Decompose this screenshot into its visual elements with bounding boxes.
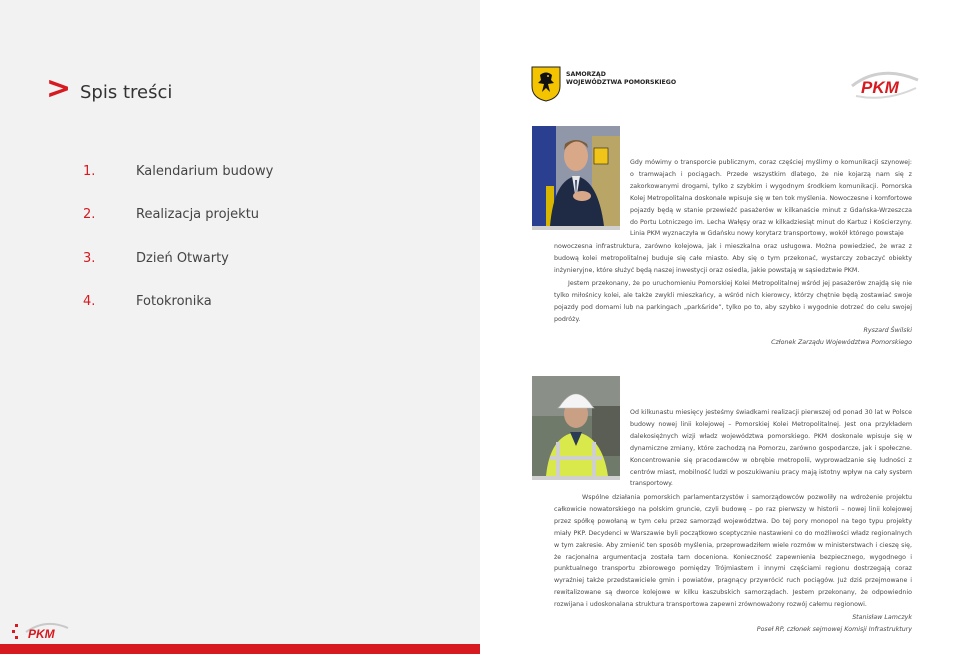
letter1-paragraph-2: Jestem przekonany, że po uruchomieniu Pomorskiej Kolei Metropolitalnej wśród jej pasażerów znajdą się nie tylko miłośnicy kolei, ale także zwykli mieszkańcy, a wśród nich kierowcy, którzy chętnie będą zostawiać swoje pojazdy pod domami lub na parkingach „park&ride”, tylko po to, aby szybko i wygodnie dotrzeć do celu swojej podróży. <box>554 280 912 323</box>
pomorskie-crest-icon <box>531 66 561 102</box>
toc-item-label: Fotokronika <box>136 294 212 309</box>
toc-item-label: Dzień Otwarty <box>136 251 229 266</box>
samorzad-line1: SAMORZĄD <box>566 71 606 78</box>
toc-title: Spis treści <box>80 82 173 103</box>
toc-arrow-icon: > <box>46 71 72 106</box>
portrait-photo-swilski <box>532 126 620 226</box>
letter2-paragraph-wrapped: Od kilkunastu miesięcy jesteśmy świadkami realizacji pierwszej od ponad 30 lat w Polsce budowy nowej linii kolejowej – Pomorskiej Kolei Metropolitalnej. Jest ona przykładem dalekosiężnych wizji władz województwa pomorskiego. PKM doskonale wpisuje się w dynamiczne zmiany, które zachodzą na Pomorzu, zarówno gospodarcze, jak i społeczne. Koncentrowanie się pracodawców w obrębie metropolii, wyprowadzanie się ludności z centrów miast, mobilność ludzi w poszukiwaniu pracy mają istotny wpływ na cały system transportowy. <box>630 409 912 488</box>
letter1-signature <box>771 325 912 349</box>
samorzad-line2: WOJEWÓDZTWA POMORSKIEGO <box>566 78 677 86</box>
samorzad-logo-text <box>566 71 676 86</box>
letter2-signature <box>757 612 912 636</box>
photo1-caption-bar <box>532 226 620 230</box>
signature-name: Stanisław Lamczyk <box>852 614 912 621</box>
pkm-logo-icon <box>850 66 920 102</box>
signature-title: Członek Zarządu Województwa Pomorskiego <box>771 339 912 346</box>
signature-name: Ryszard Świlski <box>863 327 912 334</box>
letter1-paragraph-full: nowoczesna infrastruktura, zarówno kolejowa, jak i mieszkalna oraz usługowa. Można powiedzieć, że wraz z budową kolei metropolitalnej buduje się całe miasto. Aby się o tym przekonać, wystarczy zobaczyć obiekty inżynieryjne, które służyć będą naszej inwestycji oraz osiedla, jakie powstają w sąsiedztwie PKM. <box>554 243 912 274</box>
svg-text:PKM: PKM <box>861 78 899 97</box>
portrait-photo-lamczyk <box>532 376 620 476</box>
toc-item-number: 3. <box>83 251 96 266</box>
svg-text:PKM: PKM <box>28 627 55 641</box>
toc-item-number: 1. <box>83 164 96 179</box>
letter1-paragraph-wrapped: Gdy mówimy o transporcie publicznym, coraz częściej myślimy o komunikacji szynowej: o tramwajach i pociągach. Przede wszystkim dlatego, że nie kojarzą nam się z zakorkowanymi drogami, tylko z szybkim i wygodnym środkiem komunikacji. Pomorska Kolej Metropolitalna doskonale wpisuje się w ten tok myślenia. Nowoczesne i komfortowe pojazdy będą w stanie przewieźć pasażerów w kilkanaście minut z Gdańska-Wrzeszcza do Portu Lotniczego im. Lecha Wałęsy oraz w kilkadziesiąt minut do Kartuz i Kościerzyny. Linia PKM wyznaczyła w Gdańsku nowy korytarz transportowy, wokół którego powstaje <box>630 159 912 238</box>
toc-item-number: 2. <box>83 207 96 222</box>
letter2-paragraph-2: Wspólne działania pomorskich parlamentarzystów i samorządowców pozwoliły na wdrożenie projektu całkowicie nowatorskiego na polskim gruncie, czyli budowę – po raz pierwszy w historii – nowej linii kolejowej przez spółkę powołaną w tym celu przez samorząd województwa. Do tej pory monopol na tego typu projekty miały PKP. Decydenci w Warszawie byli początkowo sceptycznie nastawieni co do możliwości władz regionalnych w tym zakresie. Aby zmienić ten sposób myślenia, przeprowadziłem wiele rozmów w ministerstwach i cieszę się, że racjonalna argumentacja została tam doceniona. Konieczność zapewnienia bezpiecznego, wygodnego i punktualnego transportu zbiorowego pomiędzy Trójmiastem i innymi częściami regionu dostrzegają coraz wyraźniej także przedstawiciele gmin i powiatów, pragnący przywrócić ruch pociągów. Już dziś przejmowane i rewitalizowane są dworce kolejowe w kilku kaszubskich samorządach. Jestem przekonany, że odpowiednio rozwijana i udoskonalana struktura transportowa zapewni zrównoważony rozwój całemu regionowi. <box>554 494 912 609</box>
toc-item-label: Realizacja projektu <box>136 207 260 222</box>
signature-title: Poseł RP, członek sejmowej Komisji Infrastruktury <box>756 626 912 633</box>
photo2-caption-bar <box>532 476 620 480</box>
toc-item-number: 4. <box>83 294 96 309</box>
red-bottom-strip <box>0 644 480 654</box>
toc-item-label: Kalendarium budowy <box>136 164 274 179</box>
